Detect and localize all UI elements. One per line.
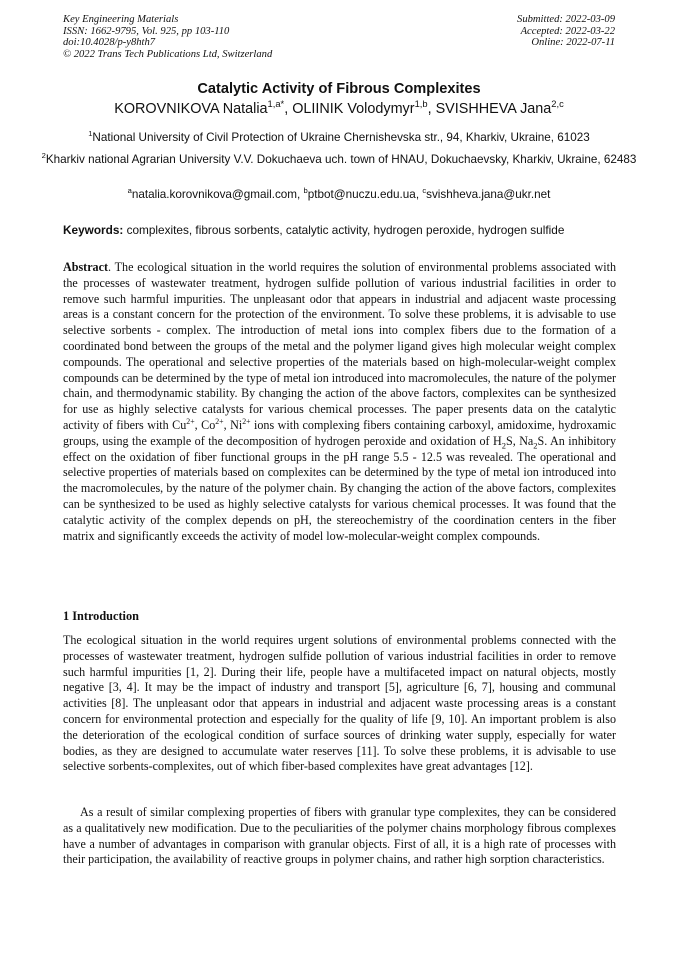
submitted-date: Submitted: 2022-03-09: [517, 14, 615, 25]
abstract-text: , Co: [194, 417, 216, 432]
affiliation-text: National University of Civil Protection of Ukraine Chernishevska str., 94, Kharkiv, Ukraine, 61023: [92, 131, 590, 144]
author-name: OLIINIK Volodymyr: [292, 101, 415, 117]
author-affiliation-mark: 1,b: [414, 99, 428, 110]
ion-charge: 2+: [242, 416, 251, 426]
affiliation-text: Kharkiv national Agrarian University V.V. Dokuchaeva uch. town of HNAU, Dokuchaevsky, Kharkiv, Ukraine, 62483: [45, 153, 637, 166]
abstract: [63, 260, 616, 544]
affiliation-2: [40, 152, 638, 168]
affiliation-1: [40, 130, 638, 146]
author-separator: ,: [427, 101, 436, 117]
email-address[interactable]: svishheva.jana@ukr.net: [426, 188, 551, 201]
online-date: Online: 2022-07-11: [531, 37, 615, 49]
affiliation-mark: 2: [41, 151, 46, 161]
abstract-label: Abstract: [63, 260, 109, 274]
abstract-text: . The ecological situation in the world requires the solution of environmental problems associated with the processes of wastewater treatment, hydrogen sulfide pollution of various industrial facilities in order to remove such harmful impurities. The unpleasant odor that appears in industrial and adjacent waste processing areas is a constant concern for the protection of the environment. To solve these problems, it is advisable to use selective sorbents - complex. The introduction of metal ions into complex fibers due to the formation of a coordinated bond between the groups of the metal and the polymer ligand gives high molecular weight complex compounds. The operational and selective properties of the materials based on high-molecular-weight complex compounds can be determined by the type of metal ion introduced into macromolecules, the nature of the polymer chain, and thermodynamic stability. By changing the action of the above factors, complexites can be synthesized for use as highly selective catalysts for various chemical processes. The paper presents data on the catalytic activity of fibers with Cu: [63, 260, 616, 432]
keywords: [63, 223, 618, 237]
author-affiliation-mark: 2,c: [551, 99, 564, 110]
keywords-text: complexites, fibrous sorbents, catalytic activity, hydrogen peroxide, hydrogen sulfide: [123, 223, 565, 237]
email-mark: a: [127, 186, 132, 196]
email-separator: ,: [415, 188, 423, 201]
email-mark: c: [422, 186, 427, 196]
abstract-text: , Ni: [223, 417, 243, 432]
email-separator: ,: [297, 188, 304, 201]
journal-info: [63, 14, 272, 60]
author-list: [0, 101, 678, 117]
accepted-date: Accepted: 2022-03-22: [520, 25, 615, 37]
abstract-text: S. An inhibitory effect on the oxidation of fiber functional groups in the pH range 5.5 - 12.5 was revealed. The operational and selective properties of materials based on complexites can be determined by the type of metal ion introduced into the macromolecules, by the nature of the polymer chain. By changing the action of the above factors, complexites can be synthesized to be used as highly selective catalysts for various chemical processes. It was found that the catalytic activity of the complex depends on pH, the stereochemistry of the coordination centers in the fiber matrix and significantly exceeds the activity of model low-molecular-weight complex compounds.: [63, 433, 616, 543]
email-list: [40, 187, 638, 203]
issn-info: ISSN: 1662-9795, Vol. 925, pp 103-110: [63, 25, 230, 37]
email-address[interactable]: natalia.korovnikova@gmail.com: [131, 188, 298, 201]
email-address[interactable]: ptbot@nuczu.edu.ua: [307, 188, 416, 201]
dates-info: [517, 14, 615, 49]
author-name: SVISHHEVA Jana: [435, 101, 552, 117]
author-separator: ,: [284, 101, 293, 117]
intro-paragraph-2: As a result of similar complexing properties of fibers with granular type complexites, they can be considered as a qualitatively new modification. Due to the peculiarities of the polymer chains morphology fibrous complexes have a number of advantages in comparison with granular objects. First of all, it is a high rate of processes with their participation, the availability of reactive groups in polymer chains, and rather high sorption characteristics.: [63, 805, 616, 867]
paper-title: Catalytic Activity of Fibrous Complexites: [197, 81, 481, 97]
intro-paragraph-1: The ecological situation in the world requires urgent solutions of environmental problems connected with the processes of wastewater treatment, hydrogen sulfide pollution of various industrial facilities in order to remove such harmful impurities [1, 2]. During their life, people have a multifaceted impact on natural objects, mostly negative [3, 4]. It may be the impact of industry and transport [5], agriculture [6, 7], housing and communal activities [8]. The unpleasant odor that appears in industrial and adjacent waste processing areas is a constant concern for environmental protection and especially for the quality of life [9, 10]. An important problem is also the deterioration of the ecological condition of surface sources of drinking water supply, especially for water bodies, as they are designed to accumulate water reserves [11]. To solve these problems, it is advisable to use selective sorbents-complexites, out of which fiber-based complexites have great advantages [12].: [63, 633, 616, 774]
keywords-label: Keywords:: [63, 223, 124, 237]
ion-charge: 2+: [186, 416, 195, 426]
author-affiliation-mark: 1,a*: [267, 99, 285, 110]
abstract-text: S, Na: [506, 433, 534, 448]
affiliation-mark: 1: [88, 129, 93, 139]
formula-subscript: 2: [533, 440, 538, 451]
copyright-info: © 2022 Trans Tech Publications Ltd, Switzerland: [63, 48, 273, 60]
ion-charge: 2+: [215, 416, 224, 426]
abstract-text: ions with complexing fibers containing carboxyl, amidoxime, hydroxamic groups, using the example of the decomposition of hydrogen peroxide and oxidation of H: [63, 417, 616, 448]
section-heading: 1 Introduction: [63, 609, 139, 623]
author-name: KOROVNIKOVA Natalia: [114, 101, 268, 117]
doi-info: doi:10.4028/p-y8hth7: [63, 37, 156, 49]
formula-subscript: 2: [501, 440, 506, 451]
email-mark: b: [303, 186, 308, 196]
journal-name: Key Engineering Materials: [63, 14, 179, 25]
